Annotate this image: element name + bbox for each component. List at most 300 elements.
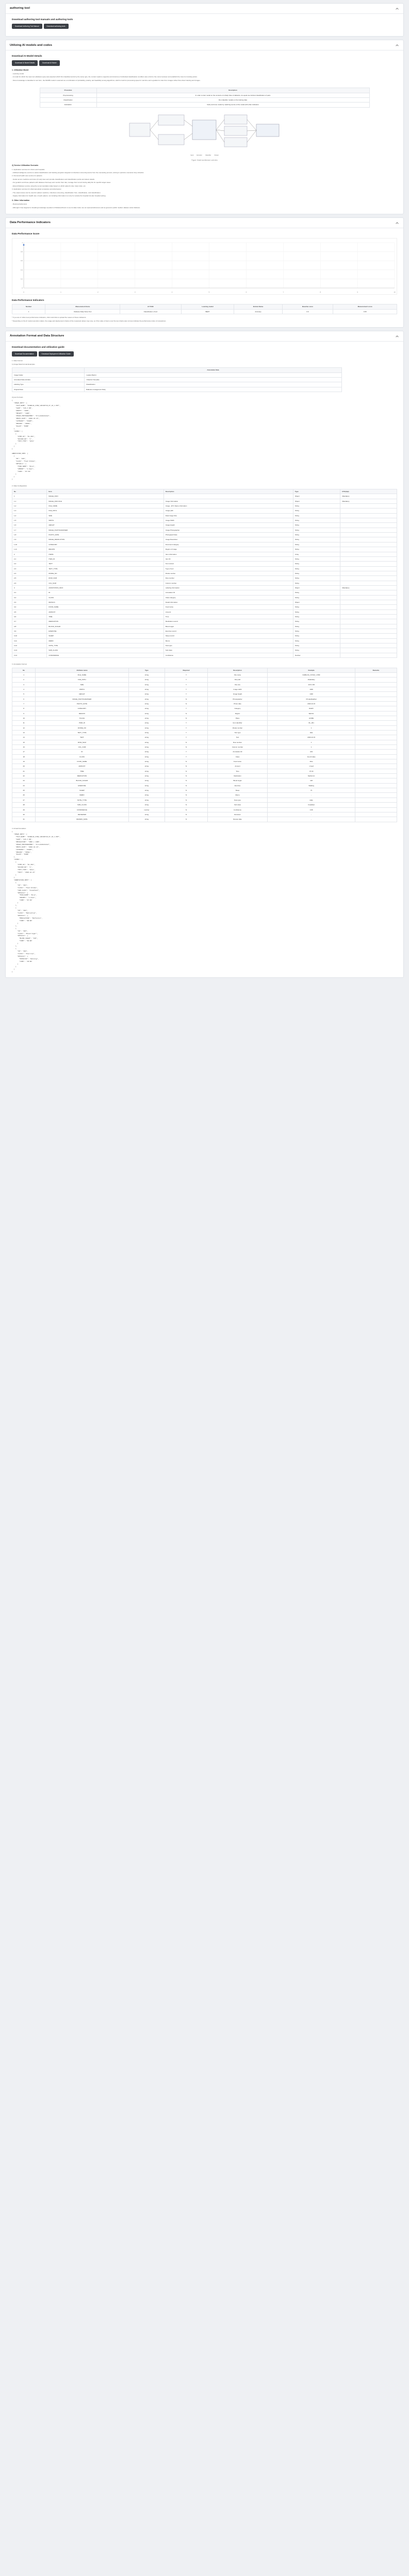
table-cell: Mandatory (340, 494, 397, 499)
table-cell: 2-4 (12, 571, 47, 575)
example-line: "PLACE": "HOME" (12, 853, 29, 856)
table-cell: string (128, 716, 165, 720)
table-cell: Item information (163, 552, 293, 556)
column-header: Learning model (181, 304, 234, 309)
table-cell: String (293, 605, 340, 609)
models-card-header[interactable] (6, 40, 403, 50)
table-cell: N (165, 759, 207, 764)
annotation-line: "DETAILS": { (12, 462, 26, 465)
table-cell: string (128, 697, 165, 701)
table-cell: N (165, 812, 207, 817)
table-cell: string (128, 682, 165, 687)
table-cell: 27 (12, 798, 36, 802)
x-tick-label: 10 (394, 291, 396, 293)
table-cell: TEXT_TYPE (36, 731, 128, 735)
table-cell: Place (207, 716, 268, 720)
config-row (12, 648, 397, 653)
example-line: "ID": "A04", (12, 950, 28, 953)
download-model-button[interactable]: Download AI Model (39, 60, 59, 66)
annotation-row (12, 706, 397, 711)
table-cell: string (128, 687, 165, 691)
authoring-card-header[interactable] (6, 4, 403, 14)
table-cell: TEXT (36, 735, 128, 740)
example-line: "CATEGORY": "DIARY", (12, 848, 34, 851)
annotation-line: "ID": "A01", (12, 457, 26, 460)
table-cell (340, 523, 397, 528)
table-cell: 3-11 (12, 638, 47, 643)
annotation-heading: Download documentation and utilization guide (12, 346, 64, 349)
example-line: } (12, 970, 13, 973)
table-cell: 3-5 (12, 609, 47, 614)
table-cell: String (293, 609, 340, 614)
table-cell: MEDICATION (47, 619, 164, 624)
example-line: "IMAGE_PHOTOGRAPHER": "PrivateDataSet", (12, 843, 51, 845)
table-cell (340, 643, 397, 648)
config-row (12, 566, 397, 571)
x-tick-label: 7 (283, 291, 284, 293)
table-cell: 7h (268, 788, 355, 793)
table-cell: string (128, 764, 165, 769)
table-cell (355, 721, 397, 725)
annotation-row (12, 687, 397, 691)
annotation-row (12, 798, 397, 802)
config-row (12, 518, 397, 523)
table-cell: String (293, 523, 340, 528)
table-cell: SLEEP (36, 788, 128, 793)
format-header: 1. Data Format (12, 360, 23, 362)
config-row (12, 643, 397, 648)
download-documentation-button[interactable]: Download Documentation (12, 351, 37, 357)
json-line: "DIVIDE_NO": "1", (12, 437, 33, 440)
table-cell: daily (268, 798, 355, 802)
table-cell: 2 (12, 677, 36, 682)
json-example (12, 399, 397, 450)
table-cell: Classification (85, 382, 342, 387)
table-cell: String (293, 619, 340, 624)
table-cell: 16 (12, 745, 36, 750)
table-cell: 5 (12, 692, 36, 697)
example-line: { (12, 881, 17, 884)
annotation-line: } (12, 475, 15, 478)
table-cell: 9 (12, 711, 36, 716)
json-line: "PHOTO_DATE": "2020.10.15", (12, 417, 40, 420)
table-cell (355, 769, 397, 773)
table-cell: TIME (36, 769, 128, 773)
table-cell: 3 (12, 682, 36, 687)
annotation-row (12, 803, 397, 807)
table-cell: Image Folder (12, 372, 85, 377)
table-cell: Time (207, 769, 268, 773)
download-model-details-button[interactable]: Download AI Model Details (12, 60, 38, 66)
table-cell (355, 759, 397, 764)
table-cell: 1-1 (12, 499, 47, 503)
legend-classifier: Classifier (205, 154, 211, 156)
config-row (12, 653, 397, 657)
table-cell: Region (207, 711, 268, 716)
table-cell: string (128, 677, 165, 682)
table-cell: CLASS (47, 595, 164, 600)
table-cell: Object (293, 585, 340, 590)
column-header: Number (12, 304, 45, 309)
annotation-line: } (12, 472, 17, 475)
annotation-row (12, 745, 397, 750)
table-cell: ROW_NUM (47, 576, 164, 581)
table-cell: CLASS (36, 754, 128, 759)
table-cell: String (293, 537, 340, 542)
table-cell: 14 (12, 735, 36, 740)
annotation-row (12, 769, 397, 773)
table-cell (355, 754, 397, 759)
performance-chart (12, 238, 397, 295)
table-cell: 3-7 (12, 619, 47, 624)
table-cell: string (128, 750, 165, 754)
table-cell: Labeling Type (12, 382, 85, 387)
table-cell: SIZE (36, 682, 128, 687)
config-row (12, 585, 397, 590)
table-cell (340, 556, 397, 561)
table-cell: Food name (207, 759, 268, 764)
column-header: AI TASK (120, 304, 181, 309)
table-cell: String (293, 643, 340, 648)
table-cell: COL_NUM (36, 745, 128, 750)
dev-line: 2. Personal health care service for patients (12, 175, 42, 177)
annotation-row (12, 692, 397, 697)
example-line: "ID": "A03", (12, 929, 28, 932)
table-cell: Mandatory (340, 585, 397, 590)
table-cell: 1-8 (12, 533, 47, 537)
tech-header: 3. Other Information (12, 199, 30, 201)
config-row (12, 513, 397, 518)
example-line: "FOOD_NAME": "Rice", (12, 894, 37, 896)
table-cell: 3-2 (12, 595, 47, 600)
table-cell: BERT (181, 309, 234, 314)
stage-row (40, 97, 369, 102)
config-header: 2. Data Configuration (12, 484, 27, 487)
example-line: "EXERCISE": "Walking", (12, 957, 39, 960)
table-cell: 12 (12, 725, 36, 730)
x-tick-label: 3 (134, 291, 136, 293)
table-cell: IMAGE_RESOLUTION (47, 537, 164, 542)
table-cell: 1400 (268, 692, 355, 697)
table-cell: Rice (268, 759, 355, 764)
annotation-table (12, 668, 397, 822)
table-cell: number (128, 807, 165, 812)
table-cell: string (128, 735, 165, 740)
table-cell: PHOTO_DATE (36, 701, 128, 706)
chevron-up-icon[interactable] (395, 7, 399, 11)
table-cell: 15 (12, 740, 36, 744)
table-cell: N (165, 788, 207, 793)
example-line: ] (12, 968, 15, 970)
x-tick-label: 8 (320, 291, 321, 293)
chevron-up-icon[interactable] (395, 43, 399, 47)
table-cell (340, 504, 397, 509)
dev-line: - Guide secure medicine and store (if cost) does and provide classification and classification points and detect details. (12, 178, 95, 180)
table-cell: Region of image (163, 547, 293, 552)
table-cell: string (128, 740, 165, 744)
table-cell: DIABLOG_SYDW_1.PDF (268, 672, 355, 677)
table-cell: SIZE (47, 513, 164, 518)
table-cell: string (128, 812, 165, 817)
table-cell: TEXT (47, 562, 164, 566)
table-cell: 0.95 (268, 807, 355, 812)
table-cell: File size (207, 682, 268, 687)
config-row (12, 537, 397, 542)
chevron-up-icon[interactable] (395, 334, 399, 338)
table-cell: N (165, 697, 207, 701)
table-cell: EXERCISE (47, 629, 164, 634)
download-manual-button[interactable]: Download Authoring Tool Manual (12, 24, 42, 29)
table-cell: Array (293, 552, 340, 556)
dev-line: - Artificial intelligence service to assist classification and tracking programs targeted to Infectious screening teams from the counseling process, aiming to optimize counselor duty schedule (12, 172, 144, 174)
table-cell: string (128, 759, 165, 764)
example-line: }, (12, 945, 18, 947)
example-line: }, (12, 924, 18, 927)
table-cell: Annotation ID (207, 750, 268, 754)
table-cell: Sub class (163, 648, 293, 653)
config-row (12, 581, 397, 585)
annotation-row (12, 750, 397, 754)
example-line: "IMAGE_INFO": { (12, 833, 27, 835)
table-cell (340, 547, 397, 552)
intro-line: - A model for which the input text (diabetes type) was acquired which first classified words by the same type, the content reads to organize and structure of individual classification condition was a limit to the correct answer and establish the rules for invoking action. (12, 76, 198, 78)
table-cell (340, 509, 397, 513)
example-line: "ANNOTATION_INFO": [ (12, 878, 32, 881)
legend-encoder: Encoder (197, 154, 202, 156)
table-cell (340, 581, 397, 585)
table-cell: DETAILS (47, 600, 164, 604)
example-line: "REGION": "SEOUL", (12, 851, 32, 853)
example-line: "TIME": "08:00" (12, 919, 33, 922)
y-tick-label: 0.2 (20, 278, 23, 280)
table-cell: Image width (207, 687, 268, 691)
config-row (12, 634, 397, 638)
legend-output: Output (214, 154, 219, 156)
download-guide-button[interactable]: Download Deployment Utilization Guide (39, 351, 74, 357)
table-cell: Confidence (207, 807, 268, 812)
table-cell: Run classifier models on the training data (96, 97, 369, 102)
config-row (12, 609, 397, 614)
table-cell: Diabetes management Diary (85, 387, 342, 392)
table-cell: 23 (12, 778, 36, 783)
table-cell (355, 803, 397, 807)
table-cell: 3-6 (12, 614, 47, 619)
table-cell: / Rule/txt/ Template (85, 377, 342, 382)
table-cell: 30 (12, 812, 36, 817)
json-line: "IMAGE_PHOTOGRAPHER": "PrivateDataSet", (12, 415, 51, 417)
table-cell: Y (165, 687, 207, 691)
x-tick-label: 5 (208, 291, 210, 293)
table-cell (340, 542, 397, 547)
table-cell: BLOOD_SUGAR (36, 778, 128, 783)
column-header: Description (207, 668, 268, 672)
table-cell: 3-9 (12, 629, 47, 634)
table-cell: PrivateDataSet (268, 697, 355, 701)
table-cell: FILE_PATH (36, 677, 128, 682)
table-cell: 10 (12, 716, 36, 720)
annotation-row (12, 677, 397, 682)
table-cell (355, 682, 397, 687)
table-cell: Annotation ID (163, 590, 293, 595)
table-cell: Image Resolution (163, 537, 293, 542)
annotation-row (12, 817, 397, 822)
table-cell: Original Data (12, 387, 85, 392)
annotation-row (12, 774, 397, 778)
table-cell: string (128, 817, 165, 822)
table-cell: Evaluation (40, 103, 96, 107)
table-cell: Image path (163, 509, 293, 513)
dev-line: - Supply information for health care of each patient, not including information not only for outside the hospital but also hospital setting. (12, 195, 106, 197)
table-cell: EXERCISE (36, 783, 128, 788)
annotation-row (12, 754, 397, 759)
example-line: "MEDICATION": "Metformin", (12, 917, 43, 919)
table-cell: 26 (12, 793, 36, 798)
table-cell: MEMO (47, 638, 164, 643)
table-cell: DIVIDE_NO (36, 725, 128, 730)
table-cell: CATEGORY (47, 542, 164, 547)
annotation-row (12, 788, 397, 793)
table-cell: MEDICATION (36, 774, 128, 778)
table-cell: String (293, 509, 340, 513)
table-cell: Y (165, 692, 207, 697)
table-cell: ITEMS (47, 552, 164, 556)
example-line: "PHOTO_DATE": "2020.10.15", (12, 845, 40, 848)
table-cell (163, 494, 293, 499)
json-line: { (12, 399, 13, 402)
table-cell: Y (165, 682, 207, 687)
table-cell: 1 (268, 745, 355, 750)
chart-heading: Data Performance Score (12, 232, 40, 235)
table-cell: 07:30 (268, 769, 355, 773)
table-cell (355, 677, 397, 682)
table-cell (340, 619, 397, 624)
json-line: "WIDTH": "1000", (12, 410, 30, 412)
table-cell: ANNOTATION_INFO (47, 585, 164, 590)
table-cell: N (165, 817, 207, 822)
table-cell (340, 634, 397, 638)
column-header: Required (165, 668, 207, 672)
table-cell (355, 706, 397, 711)
table-cell: N (165, 803, 207, 807)
annotation-example (12, 455, 397, 480)
table-cell: MEMO (36, 793, 128, 798)
table-cell: String (293, 581, 340, 585)
table-cell: Amount (163, 609, 293, 614)
indicators-heading: Data Performance Indicators (12, 298, 44, 301)
format-row (12, 387, 342, 392)
annotation-row (12, 725, 397, 730)
table-cell: string (128, 725, 165, 730)
config-row (12, 605, 397, 609)
config-row (12, 562, 397, 566)
chevron-up-icon[interactable] (395, 221, 399, 225)
table-cell (355, 725, 397, 730)
models-card (5, 40, 404, 214)
table-cell: 28 (12, 803, 36, 807)
json-line: "CATEGORY": "DIARY", (12, 419, 34, 422)
table-cell: String (293, 528, 340, 532)
table-cell: String (293, 547, 340, 552)
table-cell: N (165, 798, 207, 802)
table-cell (355, 740, 397, 744)
table-cell: 3 (12, 585, 47, 590)
table-cell: String (293, 518, 340, 523)
table-cell: String (293, 533, 340, 537)
table-cell: String (293, 504, 340, 509)
annotation-title: Annotation Format and Data Structure (10, 334, 64, 338)
table-cell: String (293, 638, 340, 643)
table-cell: File name (207, 672, 268, 677)
models-heading: Download AI Model Details (12, 55, 42, 58)
performance-card-header[interactable] (6, 218, 403, 228)
format-sub: 1) Image Data Format Examples (12, 363, 35, 365)
example-line: { (12, 907, 17, 909)
table-cell (355, 716, 397, 720)
table-cell (340, 552, 397, 556)
config-row (12, 571, 397, 575)
table-cell: N (165, 774, 207, 778)
table-cell: breakfast (268, 803, 355, 807)
table-cell: string (128, 701, 165, 706)
table-cell: N (165, 764, 207, 769)
table-cell: Image Information (163, 499, 293, 503)
annotation-row (12, 721, 397, 725)
annotation-row (12, 793, 397, 798)
example-line: "RESOLUTION": "1000 x 1400", (12, 840, 41, 843)
x-tick-label: 2 (97, 291, 99, 293)
annotation-card-header[interactable] (6, 331, 403, 342)
table-cell: 3-8 (12, 624, 47, 629)
table-cell: Image Height (163, 523, 293, 528)
table-cell: Class (207, 754, 268, 759)
table-cell: IMAGE_INFO (47, 494, 164, 499)
example-line: "TEXT": "2020.10.15" (12, 871, 36, 874)
json-header: 2) json Formats (12, 396, 23, 398)
table-cell: REGION (36, 711, 128, 716)
config-row (12, 504, 397, 509)
y-tick-label: 0.4 (20, 268, 23, 271)
tech-lines (12, 203, 397, 209)
table-cell: string (128, 706, 165, 711)
table-cell (340, 513, 397, 518)
config-row (12, 576, 397, 581)
column-header: Example (268, 668, 355, 672)
stage-row (40, 103, 369, 107)
table-cell: String (293, 614, 340, 619)
json-line: "IMAGE_INFO": { (12, 402, 27, 404)
example-line: "SUB_CLASS": "breakfast", (12, 889, 40, 891)
table-cell: N (165, 778, 207, 783)
dev-line: 1. Application services for clinics and hospitals (12, 168, 45, 171)
column-header: Baseline score (282, 304, 333, 309)
table-cell: 1 (12, 494, 47, 499)
download-tools-button[interactable]: Download authoring tools (44, 24, 69, 29)
table-cell: Column number (207, 745, 268, 750)
table-cell (355, 812, 397, 817)
table-cell: SLEEP (47, 634, 164, 638)
example-header: 4. Actual Annotation (12, 827, 26, 829)
table-cell: string (128, 692, 165, 697)
annotation-row (12, 759, 397, 764)
performance-card (5, 217, 404, 328)
table-cell (340, 533, 397, 537)
column-header: ETC(Opt) (340, 489, 397, 494)
table-cell (355, 735, 397, 740)
x-tick-label: 6 (246, 291, 247, 293)
table-cell: Data Image Size (163, 513, 293, 518)
annotation-row (12, 735, 397, 740)
example-line: "FILE_NAME": "DIABLOG_SYDW_120190718_UT_10_1.PDF", (12, 835, 60, 838)
